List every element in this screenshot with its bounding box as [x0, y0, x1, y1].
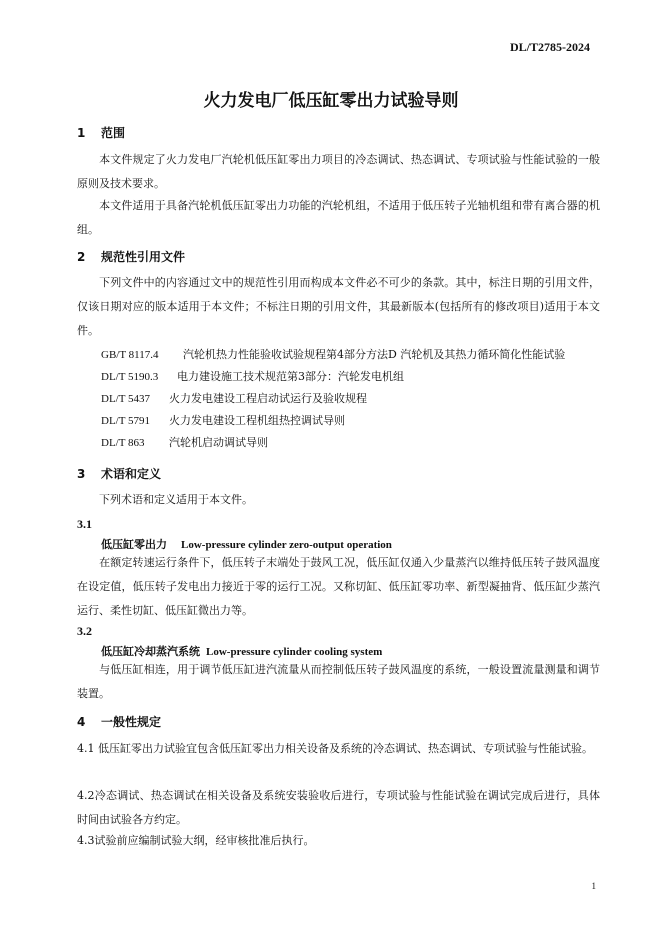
- paragraph-text: 与低压缸相连，用于调节低压缸进汽流量从而控制低压转子鼓风温度的系统，一般设置流量测量和调节装置。: [77, 663, 600, 700]
- term-english: Low-pressure cylinder cooling system: [206, 646, 383, 658]
- section-title: 术语和定义: [101, 467, 162, 481]
- term-3-2-number: 3.2: [77, 624, 92, 638]
- section-4-heading: [77, 713, 161, 730]
- clause-4-2: [77, 784, 600, 832]
- term-3-1-number: 3.1: [77, 517, 92, 531]
- reference-code: DL/T 863: [101, 437, 145, 449]
- term-english: Low-pressure cylinder zero-output operation: [181, 539, 392, 551]
- section-title: 一般性规定: [101, 715, 162, 729]
- reference-title: 火力发电建设工程启动试运行及验收规程: [169, 392, 367, 405]
- term-3-1-heading: [101, 536, 392, 552]
- reference-code: DL/T 5791: [101, 415, 150, 427]
- reference-item: [101, 368, 404, 384]
- paragraph-text: 4.3试验前应编制试验大纲，经审核批准后执行。: [77, 834, 315, 847]
- section-3-intro: [77, 488, 600, 512]
- section-3-heading: [77, 465, 161, 482]
- paragraph-text: 4.1 低压缸零出力试验宜包含低压缸零出力相关设备及系统的冷态调试、热态调试、专项试验与性能试验。: [77, 742, 593, 755]
- reference-code: GB/T 8117.4: [101, 349, 159, 361]
- term-chinese: 低压缸冷却蒸汽系统: [101, 645, 200, 658]
- reference-title: 汽轮机热力性能验收试验规程第4部分方法D 汽轮机及其热力循环简化性能试验: [183, 348, 566, 361]
- section-1-paragraph-2: [77, 194, 600, 242]
- section-number: 3: [77, 467, 86, 481]
- term-3-2-heading: [101, 643, 382, 659]
- section-2-heading: [77, 248, 185, 265]
- paragraph-text: 在额定转速运行条件下，低压转子末端处于鼓风工况，低压缸仅通入少量蒸汽以维持低压转子鼓风温度在设定值，低压转子发电出力接近于零的运行工况。又称切缸、低压缸零功率、新型凝抽背、低压缸少蒸汽运行、柔性切缸、低压缸微出力等。: [77, 556, 600, 617]
- reference-item: [101, 346, 565, 362]
- standard-code: DL/T2785-2024: [509, 40, 590, 54]
- section-number: 2: [77, 250, 86, 264]
- reference-code: DL/T 5437: [101, 393, 150, 405]
- clause-4-3: [77, 829, 600, 853]
- section-number: 1: [77, 126, 86, 140]
- page-number: 1: [591, 881, 596, 891]
- paragraph-text: 本文件适用于具备汽轮机低压缸零出力功能的汽轮机组，不适用于低压转子光轴机组和带有离合器的机组。: [77, 199, 600, 236]
- reference-item: [101, 434, 268, 450]
- term-3-2-definition: [77, 658, 600, 706]
- reference-title: 火力发电建设工程机组热控调试导则: [169, 414, 345, 427]
- section-title: 范围: [101, 126, 126, 140]
- section-number: 4: [77, 715, 86, 729]
- section-1-paragraph-1: [77, 148, 600, 196]
- paragraph-text: 下列术语和定义适用于本文件。: [99, 493, 253, 506]
- paragraph-text: 下列文件中的内容通过文中的规范性引用而构成本文件必不可少的条款。其中，标注日期的引用文件，仅该日期对应的版本适用于本文件；不标注日期的引用文件，其最新版本(包括所有的修改项目)适用于本文件。: [77, 276, 600, 337]
- document-title: 火力发电厂低压缸零出力试验导则: [203, 91, 459, 111]
- reference-item: [101, 390, 367, 406]
- section-2-paragraph: [77, 271, 600, 343]
- paragraph-text: 本文件规定了火力发电厂汽轮机低压缸零出力项目的冷态调试、热态调试、专项试验与性能试验的一般原则及技术要求。: [77, 153, 600, 190]
- reference-title: 汽轮机启动调试导则: [169, 436, 268, 449]
- reference-item: [101, 412, 345, 428]
- clause-4-1: [77, 737, 600, 761]
- term-3-1-definition: [77, 551, 600, 623]
- reference-code: DL/T 5190.3: [101, 371, 159, 383]
- section-title: 规范性引用文件: [101, 250, 186, 264]
- paragraph-text: 4.2冷态调试、热态调试在相关设备及系统安装验收后进行，专项试验与性能试验在调试完成后进行，具体时间由试验各方约定。: [77, 789, 600, 826]
- term-chinese: 低压缸零出力: [101, 538, 167, 551]
- section-1-heading: [77, 124, 125, 141]
- reference-title: 电力建设施工技术规范第3部分：汽轮发电机组: [177, 370, 404, 383]
